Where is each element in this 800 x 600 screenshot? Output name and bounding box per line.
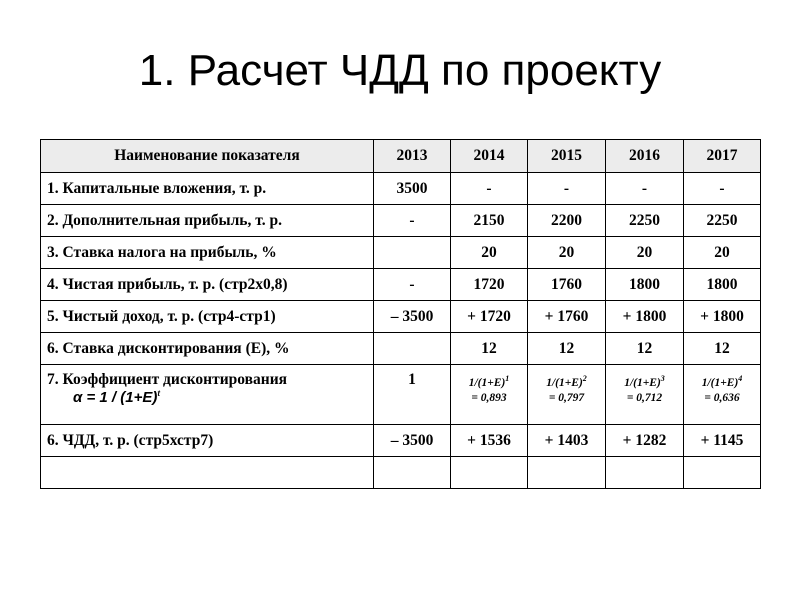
table-cell: - xyxy=(374,205,451,237)
table-cell xyxy=(606,457,684,489)
table-cell xyxy=(528,457,606,489)
table-cell xyxy=(374,333,451,365)
header-year: 2017 xyxy=(684,140,761,173)
table-cell: + 1282 xyxy=(606,425,684,457)
table-cell: 12 xyxy=(684,333,761,365)
row-label: 1. Капитальные вложения, т. р. xyxy=(41,173,374,205)
slide-title: 1. Расчет ЧДД по проекту xyxy=(138,46,662,95)
header-indicator: Наименование показателя xyxy=(41,140,374,173)
table-cell: – 3500 xyxy=(374,301,451,333)
row-label: 6. Ставка дисконтирования (Е), % xyxy=(41,333,374,365)
header-year: 2016 xyxy=(606,140,684,173)
table-cell: 20 xyxy=(606,237,684,269)
table-cell: 2200 xyxy=(528,205,606,237)
header-year: 2015 xyxy=(528,140,606,173)
table-cell: 2150 xyxy=(451,205,528,237)
table-row xyxy=(41,301,761,333)
table-cell: + 1720 xyxy=(451,301,528,333)
row-label: 3. Ставка налога на прибыль, % xyxy=(41,237,374,269)
table-row xyxy=(41,237,761,269)
table-cell: 1800 xyxy=(606,269,684,301)
table-cell: 12 xyxy=(606,333,684,365)
table-cell: + 1760 xyxy=(528,301,606,333)
table-cell: 1720 xyxy=(451,269,528,301)
table-cell: + 1145 xyxy=(684,425,761,457)
table-cell: 1760 xyxy=(528,269,606,301)
header-year: 2014 xyxy=(451,140,528,173)
table-cell: 1800 xyxy=(684,269,761,301)
table-row-empty xyxy=(41,457,761,489)
table-row xyxy=(41,173,761,205)
table-cell: 12 xyxy=(528,333,606,365)
table-cell xyxy=(684,457,761,489)
table-cell: - xyxy=(451,173,528,205)
table-cell: - xyxy=(684,173,761,205)
table-cell: - xyxy=(374,269,451,301)
table-cell: 1 xyxy=(374,365,451,425)
table-cell: 12 xyxy=(451,333,528,365)
table-cell: - xyxy=(528,173,606,205)
table-cell xyxy=(374,457,451,489)
table-row xyxy=(41,333,761,365)
header-year: 2013 xyxy=(374,140,451,173)
coef-cell: $1/(1+E)^4$ = 0,636 xyxy=(684,365,761,425)
coef-cell: $1/(1+E)^1$ = 0,893 xyxy=(451,365,528,425)
table-cell: + 1536 xyxy=(451,425,528,457)
table-cell xyxy=(41,457,374,489)
row-label: 2. Дополнительная прибыль, т. р. xyxy=(41,205,374,237)
table-cell: - xyxy=(606,173,684,205)
table-cell: + 1403 xyxy=(528,425,606,457)
table-row xyxy=(41,269,761,301)
table-row-coefficient xyxy=(41,365,761,425)
table-cell: 20 xyxy=(684,237,761,269)
coef-formula: $\alpha = 1 / (1+E)^t$ xyxy=(73,389,161,406)
table-cell: – 3500 xyxy=(374,425,451,457)
table-row xyxy=(41,205,761,237)
coef-cell: $1/(1+E)^3$ = 0,712 xyxy=(606,365,684,425)
table-cell: 2250 xyxy=(684,205,761,237)
row-label: 5. Чистый доход, т. р. (стр4-стр1) xyxy=(41,301,374,333)
table-cell xyxy=(374,237,451,269)
table-cell: + 1800 xyxy=(606,301,684,333)
row-label: 6. ЧДД, т. р. (стр5хстр7) xyxy=(41,425,374,457)
coef-cell: $1/(1+E)^2$ = 0,797 xyxy=(528,365,606,425)
row-label: 4. Чистая прибыль, т. р. (стр2х0,8) xyxy=(41,269,374,301)
table-header-row xyxy=(41,140,761,173)
table-cell: + 1800 xyxy=(684,301,761,333)
coef-label: 7. Коэффициент дисконтирования xyxy=(47,371,288,388)
table-cell: 20 xyxy=(528,237,606,269)
npv-table xyxy=(40,139,761,489)
table-cell: 2250 xyxy=(606,205,684,237)
table-cell: 3500 xyxy=(374,173,451,205)
row-label xyxy=(41,365,374,425)
table-cell xyxy=(451,457,528,489)
table-row-npv xyxy=(41,425,761,457)
table-cell: 20 xyxy=(451,237,528,269)
